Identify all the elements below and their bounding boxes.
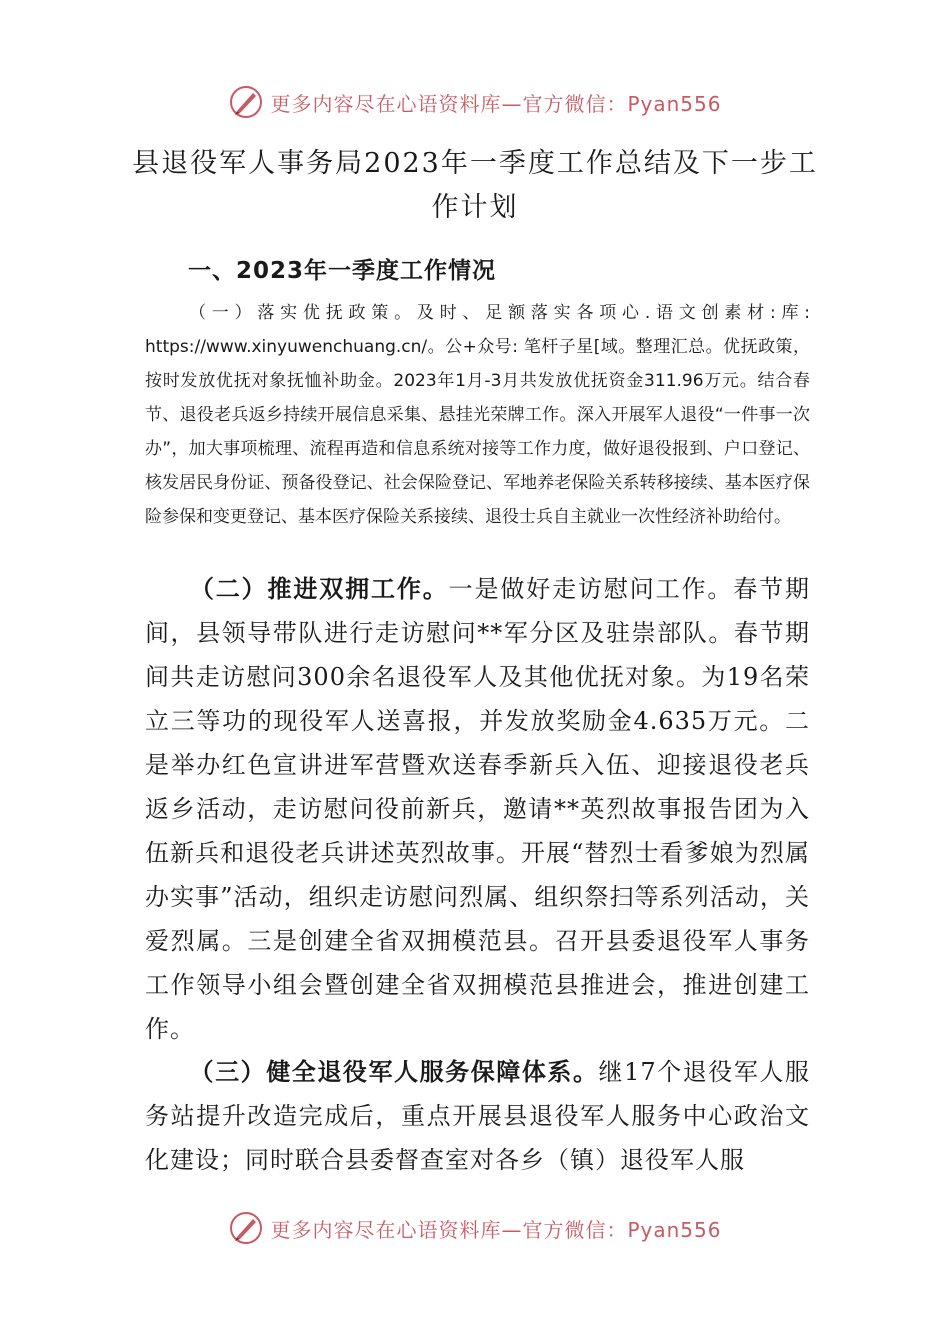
banner-text: 更多内容尽在心语资料库—官方微信：Pyan556 [270,1217,722,1242]
footer-banner [0,1208,950,1248]
pen-logo-icon [228,84,264,120]
paragraph-1-text: （一）落实优抚政策。及时、足额落实各项心.语文创素材:库: https://www.xinyuwenchuang.cn/。公+众号: 笔杆子星[域。整理汇总。优抚政策，按时发放优抚对象抚恤补助金。2023年1月-3月共发放优抚资金311.96万元。结合春节、退役老兵返乡持续开展信息采集、悬挂光荣牌工作。深入开展军人退役“一件事一次办”，加大事项梳理、流程再造和信息系统对接等工作力度，做好退役报到、户口登记、核发居民身份证、预备役登记、社会保险登记、军地养老保险关系转移接续、基本医疗保险参保和变更登记、基本医疗保险关系接续、退役士兵自主就业一次性经济补助给付。 [145,303,810,527]
paragraph-2 [145,567,810,1051]
paragraph-1 [145,296,810,534]
pen-logo-icon [228,1210,264,1246]
document-title: 县退役军人事务局2023年一季度工作总结及下一步工作计划 [132,148,818,223]
header-banner [0,82,950,122]
paragraph-2-body: 一是做好走访慰问工作。春节期间，县领导带队进行走访慰问**军分区及驻崇部队。春节期间共走访慰问300余名退役军人及其他优抚对象。为19名荣立三等功的现役军人送喜报，并发放奖励金4.635万元。二是举办红色宣讲进军营暨欢送春季新兵入伍、迎接退役老兵返乡活动，走访慰问役前新兵，邀请**英烈故事报告团为入伍新兵和退役老兵讲述英烈故事。开展“替烈士看爹娘为烈属办实事”活动，组织走访慰问烈属、组织祭扫等系列活动，关爱烈属。三是创建全省双拥模范县。召开县委退役军人事务工作领导小组会暨创建全省双拥模范县推进会，推进创建工作。 [145,575,810,1043]
banner-text: 更多内容尽在心语资料库—官方微信：Pyan556 [270,91,722,116]
paragraph-3-lead: （三）健全退役军人服务保障体系。 [189,1058,599,1086]
paragraph-3-body: 继17个退役军人服务站提升改造完成后，重点开展县退役军人服务中心政治文化建设；同时联合县委督查室对各乡（镇）退役军人服 [145,1058,810,1174]
paragraph-3 [145,1050,810,1182]
section-heading: 一、2023年一季度工作情况 [188,258,497,284]
paragraph-2-lead: （二）推进双拥工作。 [189,575,449,603]
